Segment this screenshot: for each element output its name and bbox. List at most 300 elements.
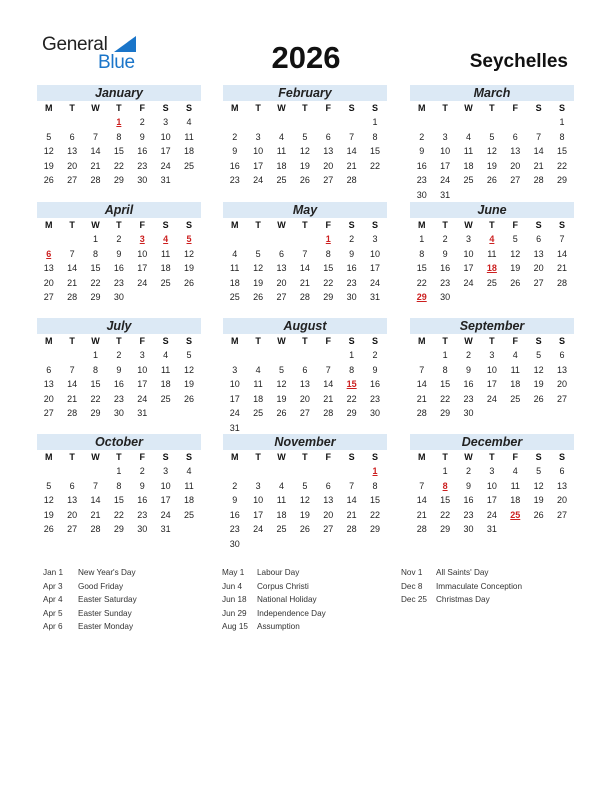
day-cell: 27 bbox=[557, 509, 568, 520]
day-cell: 30 bbox=[137, 524, 148, 534]
day-cell: 18 bbox=[253, 393, 264, 404]
holiday-name: Immaculate Conception bbox=[436, 581, 523, 591]
month-day-grid bbox=[37, 218, 201, 305]
day-cell: 27 bbox=[323, 175, 334, 185]
weekday-label: F bbox=[139, 103, 145, 113]
day-cell: 29 bbox=[440, 524, 451, 534]
day-cell: 22 bbox=[90, 277, 101, 288]
day-cell: 6 bbox=[278, 248, 284, 259]
day-cell: 2 bbox=[442, 234, 448, 244]
day-cell: 3 bbox=[465, 234, 471, 244]
weekday-label: S bbox=[348, 452, 355, 462]
day-cell: 9 bbox=[465, 364, 471, 375]
weekday-label: T bbox=[255, 336, 261, 346]
day-cell: 14 bbox=[67, 379, 78, 389]
day-cell: 4 bbox=[232, 248, 238, 259]
day-cell: 11 bbox=[253, 379, 263, 389]
day-cell: 20 bbox=[43, 277, 54, 288]
day-cell: 26 bbox=[299, 524, 310, 534]
day-cell: 23 bbox=[346, 277, 357, 288]
holiday-date: Aug 15 bbox=[222, 622, 248, 631]
day-cell: 17 bbox=[253, 509, 264, 520]
day-cell: 8 bbox=[325, 248, 331, 259]
day-cell: 2 bbox=[232, 131, 238, 142]
weekday-label: T bbox=[442, 336, 448, 346]
day-cell: 10 bbox=[253, 146, 264, 156]
day-cell: 21 bbox=[90, 160, 101, 171]
day-cell: 3 bbox=[255, 131, 261, 142]
day-cell: 20 bbox=[43, 393, 54, 404]
month-june bbox=[410, 202, 574, 305]
day-cell: 24 bbox=[253, 524, 264, 534]
day-cell: 16 bbox=[113, 379, 124, 389]
empty-day-cell bbox=[270, 232, 293, 247]
empty-day-cell bbox=[410, 464, 433, 479]
day-cell: 10 bbox=[137, 364, 148, 375]
weekday-label: T bbox=[69, 103, 75, 113]
empty-day-cell bbox=[84, 464, 107, 479]
weekday-label: M bbox=[44, 220, 53, 230]
day-cell: 24 bbox=[440, 175, 451, 185]
holiday-day-cell: 1 bbox=[116, 117, 122, 127]
weekday-label: S bbox=[559, 336, 566, 346]
day-cell: 22 bbox=[113, 160, 124, 171]
day-cell: 11 bbox=[184, 131, 194, 142]
holiday-name: National Holiday bbox=[257, 595, 317, 604]
day-cell: 16 bbox=[370, 379, 381, 389]
day-cell: 26 bbox=[43, 524, 54, 534]
day-cell: 28 bbox=[67, 408, 78, 418]
day-cell: 19 bbox=[184, 379, 195, 389]
day-cell: 10 bbox=[440, 146, 451, 156]
day-cell: 24 bbox=[370, 277, 381, 288]
day-cell: 1 bbox=[92, 234, 98, 244]
day-cell: 15 bbox=[440, 379, 451, 389]
day-cell: 16 bbox=[346, 263, 357, 273]
day-cell: 24 bbox=[463, 277, 474, 288]
day-cell: 13 bbox=[67, 146, 78, 156]
day-cell: 26 bbox=[510, 277, 521, 288]
day-cell: 12 bbox=[510, 248, 521, 259]
holiday-entry bbox=[401, 593, 581, 607]
day-cell: 28 bbox=[416, 408, 427, 418]
day-cell: 18 bbox=[184, 495, 195, 505]
day-cell: 24 bbox=[137, 277, 148, 288]
day-cell: 10 bbox=[486, 364, 497, 375]
month-title: September bbox=[410, 318, 574, 334]
day-cell: 15 bbox=[370, 146, 381, 156]
day-cell: 24 bbox=[137, 393, 148, 404]
day-cell: 3 bbox=[489, 466, 495, 476]
empty-day-cell bbox=[317, 464, 340, 479]
country-name: Seychelles bbox=[469, 51, 568, 72]
day-cell: 25 bbox=[486, 277, 497, 288]
holiday-entry bbox=[43, 593, 223, 607]
day-cell: 19 bbox=[184, 263, 195, 273]
weekday-label: T bbox=[116, 220, 122, 230]
day-cell: 2 bbox=[465, 466, 471, 476]
weekday-label: M bbox=[230, 336, 239, 346]
day-cell: 11 bbox=[230, 263, 240, 273]
empty-day-cell bbox=[37, 464, 60, 479]
day-cell: 24 bbox=[486, 509, 497, 520]
day-cell: 19 bbox=[253, 277, 264, 288]
empty-day-cell bbox=[246, 348, 269, 363]
day-cell: 25 bbox=[276, 524, 287, 534]
day-cell: 1 bbox=[92, 350, 98, 360]
day-cell: 13 bbox=[299, 379, 310, 389]
day-cell: 29 bbox=[346, 408, 357, 418]
day-cell: 23 bbox=[370, 393, 381, 404]
day-cell: 12 bbox=[533, 480, 544, 491]
empty-day-cell bbox=[293, 232, 316, 247]
day-cell: 2 bbox=[116, 350, 122, 360]
day-cell: 16 bbox=[416, 160, 427, 171]
day-cell: 30 bbox=[229, 538, 240, 549]
day-cell: 12 bbox=[299, 146, 310, 156]
day-cell: 5 bbox=[489, 131, 495, 142]
empty-day-cell bbox=[270, 115, 293, 130]
day-cell: 5 bbox=[536, 466, 542, 476]
weekday-label: F bbox=[512, 336, 518, 346]
empty-day-cell bbox=[223, 464, 246, 479]
empty-day-cell bbox=[270, 464, 293, 479]
day-cell: 29 bbox=[370, 524, 381, 534]
day-cell: 16 bbox=[229, 160, 240, 171]
day-cell: 7 bbox=[419, 364, 425, 375]
day-cell: 14 bbox=[346, 146, 357, 156]
day-cell: 4 bbox=[512, 350, 518, 360]
holiday-day-cell: 8 bbox=[442, 480, 448, 491]
day-cell: 27 bbox=[533, 277, 544, 288]
day-cell: 7 bbox=[325, 364, 331, 375]
weekday-label: S bbox=[535, 220, 542, 230]
weekday-label: M bbox=[44, 336, 53, 346]
day-cell: 11 bbox=[184, 480, 194, 491]
day-cell: 29 bbox=[113, 175, 124, 185]
day-cell: 23 bbox=[463, 393, 474, 404]
month-day-grid bbox=[37, 450, 201, 537]
empty-day-cell bbox=[293, 464, 316, 479]
day-cell: 8 bbox=[349, 364, 355, 375]
empty-day-cell bbox=[293, 348, 316, 363]
day-cell: 20 bbox=[276, 277, 287, 288]
month-day-grid bbox=[37, 101, 201, 188]
empty-day-cell bbox=[270, 348, 293, 363]
empty-day-cell bbox=[60, 115, 83, 130]
day-cell: 17 bbox=[229, 393, 240, 404]
day-cell: 22 bbox=[370, 160, 381, 171]
day-cell: 3 bbox=[139, 350, 145, 360]
day-cell: 18 bbox=[276, 160, 287, 171]
day-cell: 17 bbox=[463, 263, 474, 273]
day-cell: 18 bbox=[276, 509, 287, 520]
weekday-label: T bbox=[489, 103, 495, 113]
day-cell: 30 bbox=[463, 524, 474, 534]
weekday-label: S bbox=[372, 452, 379, 462]
weekday-label: W bbox=[277, 220, 286, 230]
weekday-label: T bbox=[442, 103, 448, 113]
empty-day-cell bbox=[527, 115, 550, 130]
day-cell: 21 bbox=[533, 160, 544, 171]
day-cell: 20 bbox=[67, 160, 78, 171]
holiday-date: Jun 18 bbox=[222, 595, 247, 604]
weekday-label: M bbox=[44, 452, 53, 462]
day-cell: 9 bbox=[349, 248, 355, 259]
day-cell: 17 bbox=[440, 160, 451, 171]
day-cell: 13 bbox=[557, 480, 568, 491]
empty-day-cell bbox=[60, 464, 83, 479]
day-cell: 10 bbox=[160, 480, 171, 491]
day-cell: 14 bbox=[416, 379, 427, 389]
holiday-day-cell: 15 bbox=[346, 379, 357, 389]
empty-day-cell bbox=[246, 232, 269, 247]
day-cell: 6 bbox=[302, 364, 308, 375]
holiday-name: Corpus Christi bbox=[257, 581, 309, 591]
day-cell: 20 bbox=[299, 393, 310, 404]
weekday-label: T bbox=[302, 103, 308, 113]
day-cell: 5 bbox=[278, 364, 284, 375]
day-cell: 11 bbox=[276, 495, 287, 505]
day-cell: 6 bbox=[69, 131, 75, 142]
day-cell: 28 bbox=[533, 175, 544, 185]
holiday-entry bbox=[222, 607, 402, 621]
day-cell: 1 bbox=[349, 350, 355, 360]
day-cell: 25 bbox=[184, 509, 195, 520]
day-cell: 26 bbox=[43, 175, 54, 185]
day-cell: 8 bbox=[442, 364, 448, 375]
day-cell: 15 bbox=[323, 263, 334, 273]
month-january bbox=[37, 85, 201, 188]
holiday-name: Independence Day bbox=[257, 608, 326, 618]
weekday-label: M bbox=[230, 452, 239, 462]
day-cell: 12 bbox=[276, 379, 287, 389]
day-cell: 13 bbox=[67, 495, 78, 505]
day-cell: 5 bbox=[255, 248, 261, 259]
month-day-grid bbox=[410, 218, 574, 305]
holiday-day-cell: 4 bbox=[163, 234, 169, 244]
month-august bbox=[223, 318, 387, 435]
day-cell: 30 bbox=[137, 175, 148, 185]
day-cell: 17 bbox=[160, 495, 171, 505]
month-april bbox=[37, 202, 201, 305]
day-cell: 27 bbox=[43, 292, 54, 302]
day-cell: 10 bbox=[370, 248, 381, 259]
holiday-list-column-2 bbox=[222, 566, 402, 634]
month-day-grid bbox=[223, 334, 387, 435]
day-cell: 26 bbox=[533, 393, 544, 404]
day-cell: 8 bbox=[92, 364, 98, 375]
day-cell: 19 bbox=[299, 160, 310, 171]
day-cell: 13 bbox=[43, 379, 54, 389]
day-cell: 14 bbox=[346, 495, 357, 505]
holiday-date: Dec 25 bbox=[401, 595, 427, 604]
weekday-label: S bbox=[348, 103, 355, 113]
holiday-entry bbox=[43, 566, 223, 580]
day-cell: 7 bbox=[559, 234, 565, 244]
day-cell: 14 bbox=[67, 263, 78, 273]
weekday-label: S bbox=[372, 336, 379, 346]
day-cell: 8 bbox=[116, 480, 122, 491]
day-cell: 18 bbox=[160, 263, 171, 273]
day-cell: 6 bbox=[69, 480, 75, 491]
holiday-day-cell: 3 bbox=[139, 234, 145, 244]
day-cell: 30 bbox=[346, 292, 357, 302]
holiday-name: Labour Day bbox=[257, 568, 300, 577]
logo-text-blue: Blue bbox=[98, 52, 135, 73]
day-cell: 13 bbox=[557, 364, 568, 375]
day-cell: 28 bbox=[90, 175, 101, 185]
day-cell: 19 bbox=[43, 509, 54, 520]
day-cell: 7 bbox=[302, 248, 308, 259]
weekday-label: F bbox=[325, 103, 331, 113]
holiday-entry bbox=[222, 620, 402, 634]
day-cell: 7 bbox=[349, 480, 355, 491]
day-cell: 11 bbox=[276, 146, 287, 156]
day-cell: 20 bbox=[557, 495, 568, 505]
day-cell: 21 bbox=[67, 277, 78, 288]
weekday-label: M bbox=[417, 452, 426, 462]
weekday-label: S bbox=[372, 220, 379, 230]
day-cell: 7 bbox=[92, 131, 98, 142]
month-title: February bbox=[223, 85, 387, 101]
day-cell: 9 bbox=[232, 495, 238, 505]
holiday-date: Jun 29 bbox=[222, 608, 247, 618]
day-cell: 9 bbox=[372, 364, 378, 375]
holiday-name: Easter Saturday bbox=[78, 595, 137, 604]
day-cell: 27 bbox=[323, 524, 334, 534]
day-cell: 10 bbox=[486, 480, 497, 491]
day-cell: 20 bbox=[533, 263, 544, 273]
day-cell: 15 bbox=[370, 495, 381, 505]
day-cell: 25 bbox=[253, 408, 264, 418]
month-day-grid bbox=[410, 450, 574, 537]
day-cell: 30 bbox=[440, 292, 451, 302]
day-cell: 26 bbox=[276, 408, 287, 418]
day-cell: 25 bbox=[510, 393, 521, 404]
holiday-name: All Saints' Day bbox=[436, 568, 489, 577]
day-cell: 10 bbox=[137, 248, 148, 259]
month-march bbox=[410, 85, 574, 202]
holiday-date: May 1 bbox=[222, 568, 245, 577]
empty-day-cell bbox=[246, 464, 269, 479]
day-cell: 28 bbox=[346, 524, 357, 534]
day-cell: 5 bbox=[512, 234, 518, 244]
empty-day-cell bbox=[223, 115, 246, 130]
day-cell: 17 bbox=[160, 146, 171, 156]
day-cell: 21 bbox=[90, 509, 101, 520]
weekday-label: M bbox=[230, 220, 239, 230]
day-cell: 10 bbox=[463, 248, 474, 259]
day-cell: 27 bbox=[299, 408, 310, 418]
holiday-entry bbox=[401, 566, 581, 580]
holiday-entry bbox=[43, 580, 223, 594]
empty-day-cell bbox=[37, 232, 60, 247]
day-cell: 30 bbox=[416, 189, 427, 200]
day-cell: 24 bbox=[160, 160, 171, 171]
month-title: January bbox=[37, 85, 201, 101]
day-cell: 19 bbox=[533, 495, 544, 505]
day-cell: 29 bbox=[323, 292, 334, 302]
weekday-label: F bbox=[325, 220, 331, 230]
day-cell: 6 bbox=[559, 350, 565, 360]
day-cell: 7 bbox=[69, 364, 75, 375]
day-cell: 25 bbox=[229, 292, 240, 302]
day-cell: 31 bbox=[160, 175, 171, 185]
day-cell: 6 bbox=[46, 364, 52, 375]
month-title: May bbox=[223, 202, 387, 218]
month-title: October bbox=[37, 434, 201, 450]
day-cell: 16 bbox=[137, 146, 148, 156]
weekday-label: S bbox=[186, 336, 193, 346]
weekday-label: W bbox=[277, 336, 286, 346]
holiday-date: Apr 3 bbox=[43, 581, 63, 591]
day-cell: 8 bbox=[372, 480, 378, 491]
holiday-day-cell: 5 bbox=[186, 234, 192, 244]
holiday-name: Assumption bbox=[257, 622, 300, 631]
day-cell: 23 bbox=[137, 509, 148, 520]
day-cell: 19 bbox=[510, 263, 521, 273]
empty-day-cell bbox=[84, 115, 107, 130]
empty-day-cell bbox=[246, 115, 269, 130]
holiday-date: Apr 5 bbox=[43, 608, 63, 618]
holiday-name: Christmas Day bbox=[436, 595, 490, 604]
empty-day-cell bbox=[480, 115, 503, 130]
month-day-grid bbox=[37, 334, 201, 421]
day-cell: 21 bbox=[416, 509, 427, 520]
day-cell: 29 bbox=[90, 292, 101, 302]
day-cell: 4 bbox=[255, 364, 261, 375]
weekday-label: W bbox=[464, 336, 473, 346]
weekday-label: T bbox=[489, 220, 495, 230]
day-cell: 22 bbox=[90, 393, 101, 404]
holiday-date: Dec 8 bbox=[401, 581, 423, 591]
day-cell: 29 bbox=[90, 408, 101, 418]
month-day-grid bbox=[223, 450, 387, 551]
day-cell: 22 bbox=[416, 277, 427, 288]
weekday-label: T bbox=[255, 220, 261, 230]
empty-day-cell bbox=[317, 348, 340, 363]
day-cell: 25 bbox=[184, 160, 195, 171]
day-cell: 22 bbox=[557, 160, 568, 171]
day-cell: 6 bbox=[325, 131, 331, 142]
day-cell: 3 bbox=[255, 480, 261, 491]
weekday-label: F bbox=[139, 220, 145, 230]
holiday-list-column-3 bbox=[401, 566, 581, 607]
day-cell: 28 bbox=[299, 292, 310, 302]
day-cell: 26 bbox=[486, 175, 497, 185]
day-cell: 30 bbox=[463, 408, 474, 418]
weekday-label: W bbox=[464, 220, 473, 230]
day-cell: 3 bbox=[163, 117, 169, 127]
month-december bbox=[410, 434, 574, 537]
month-title: August bbox=[223, 318, 387, 334]
day-cell: 8 bbox=[116, 131, 122, 142]
empty-day-cell bbox=[340, 464, 363, 479]
day-cell: 27 bbox=[67, 524, 78, 534]
day-cell: 20 bbox=[557, 379, 568, 389]
day-cell: 7 bbox=[69, 248, 75, 259]
day-cell: 23 bbox=[440, 277, 451, 288]
day-cell: 18 bbox=[463, 160, 474, 171]
weekday-label: S bbox=[559, 103, 566, 113]
day-cell: 12 bbox=[486, 146, 497, 156]
day-cell: 5 bbox=[46, 131, 52, 142]
day-cell: 24 bbox=[253, 175, 264, 185]
weekday-label: F bbox=[139, 452, 145, 462]
holiday-date: Apr 4 bbox=[43, 595, 63, 604]
day-cell: 30 bbox=[113, 408, 124, 418]
